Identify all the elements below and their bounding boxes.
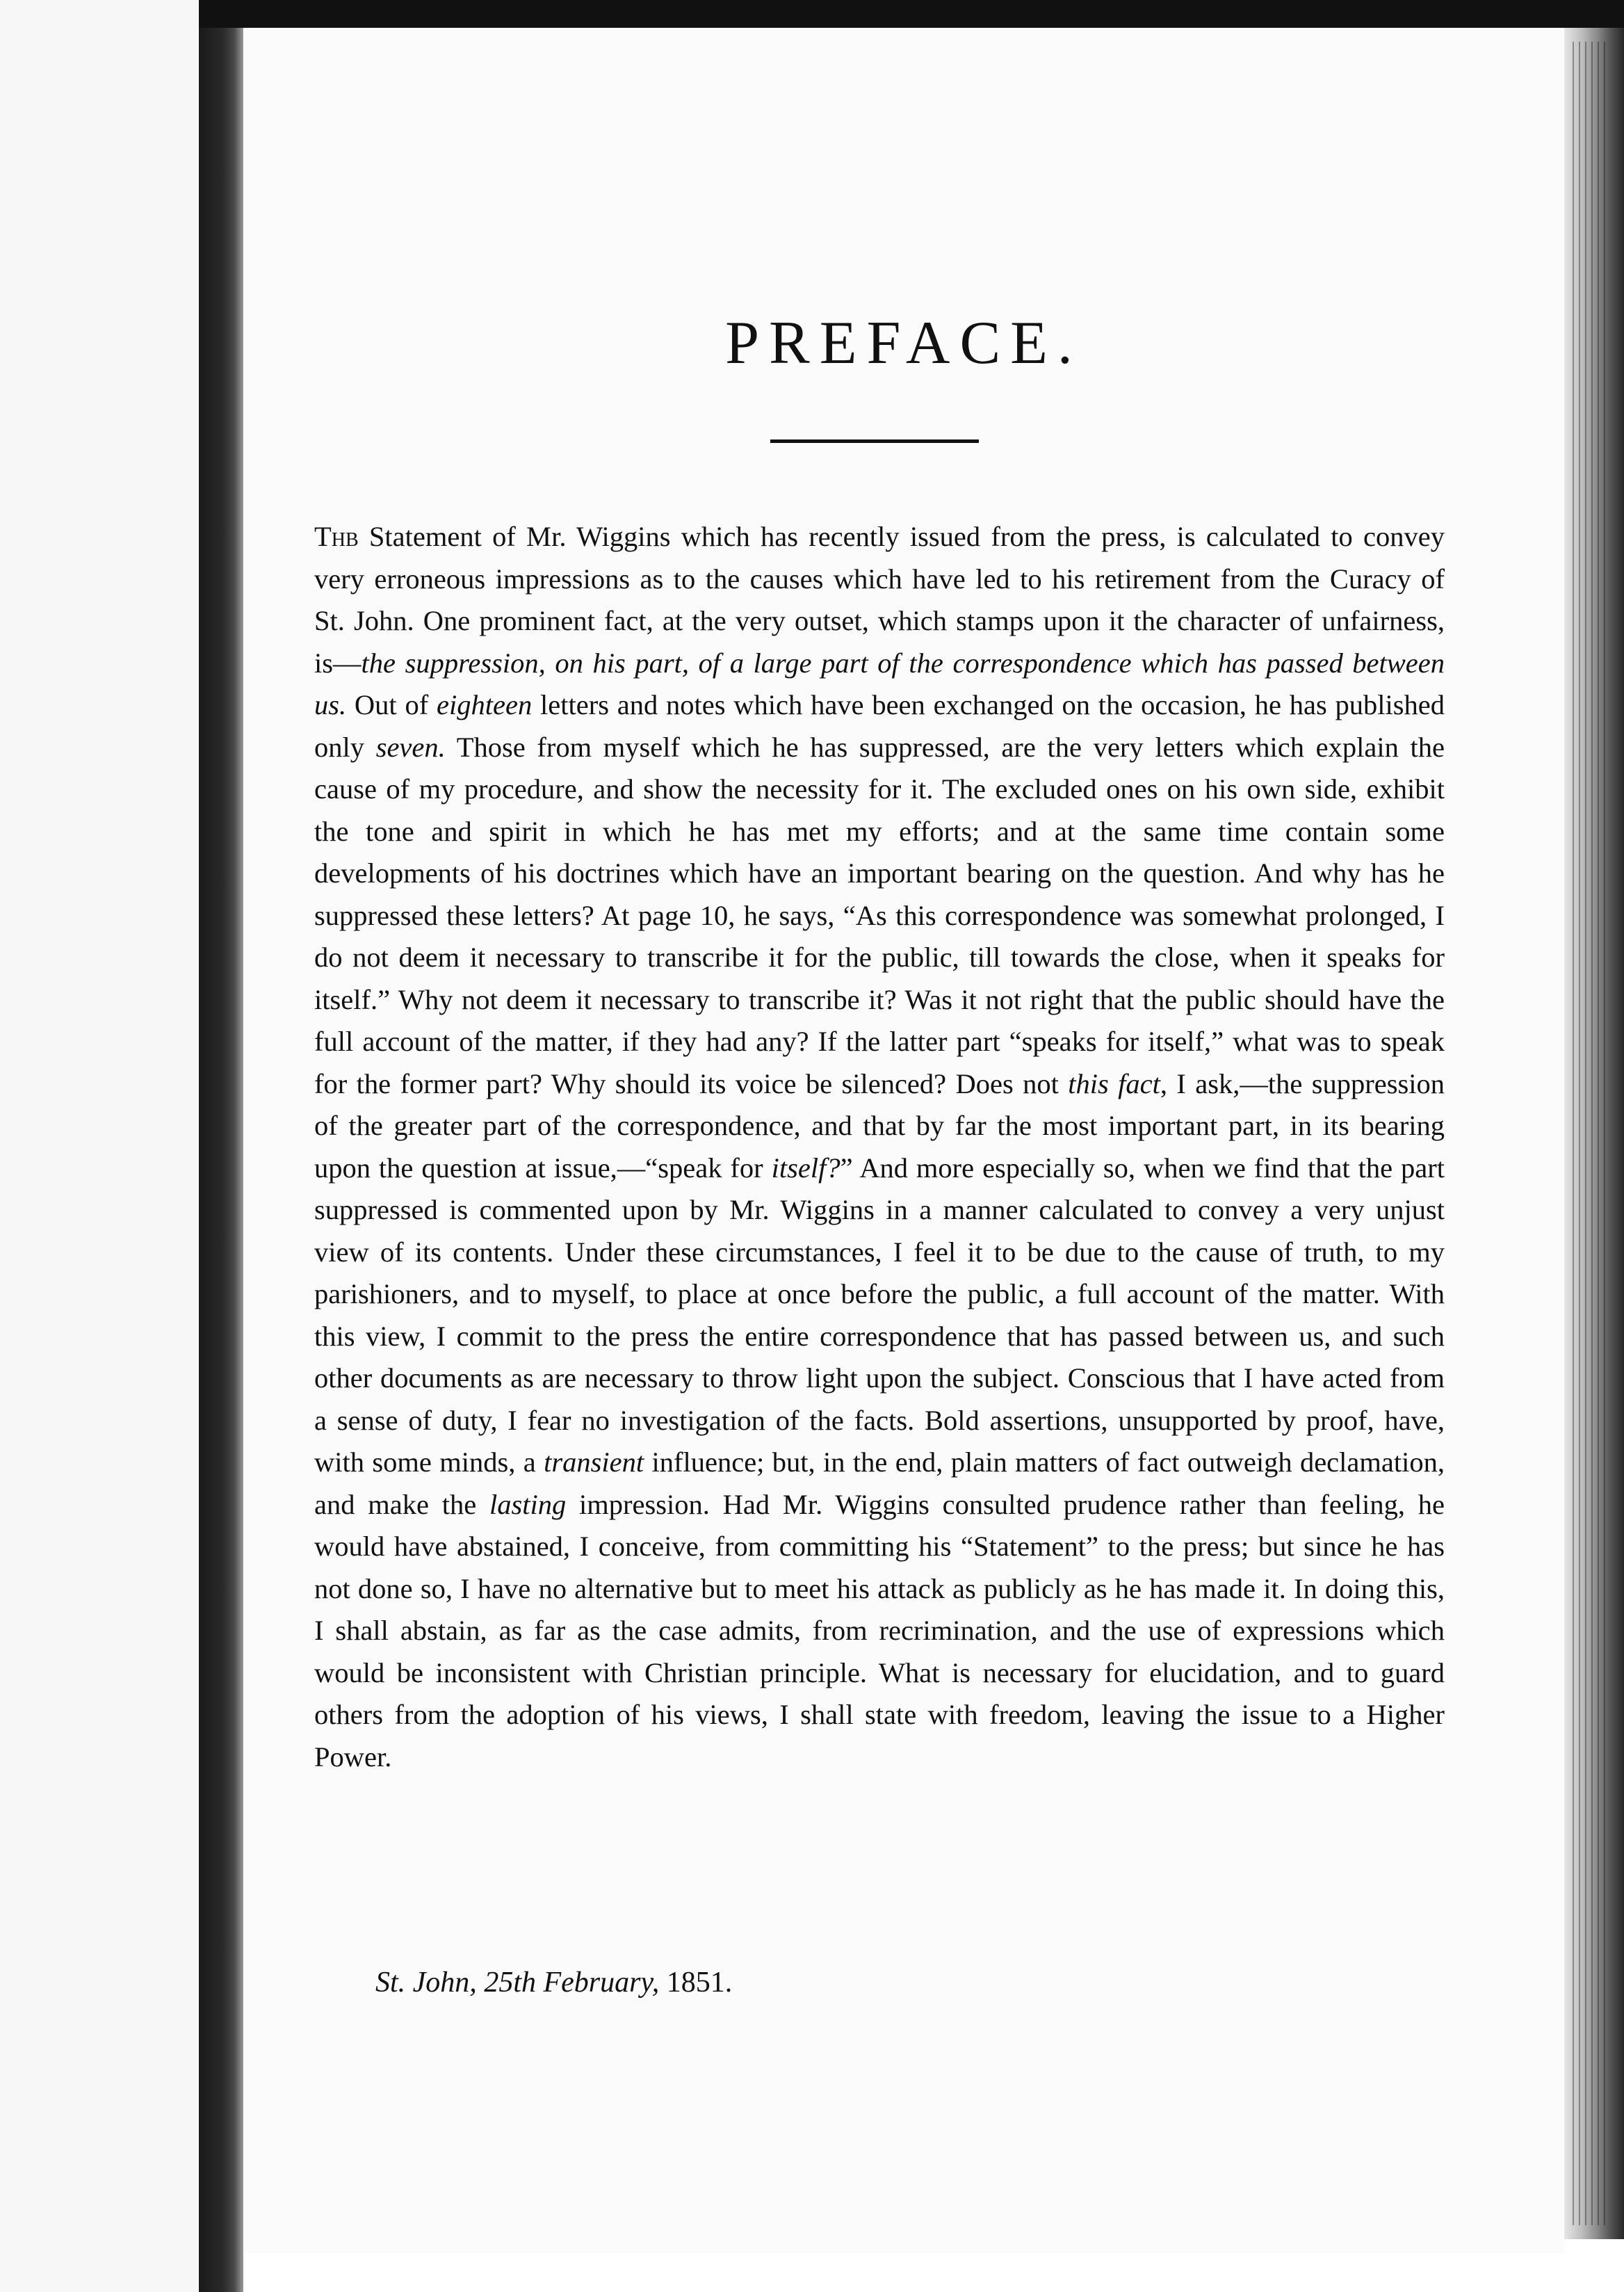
dateline-place: St. John, — [375, 1967, 477, 1999]
text-run: impression. Had Mr. Wiggins consulted prudence rather than feeling, he would have abstained, I conceive, from committing his “Statement” to the press; but since he has not done so, I have no alternative but to meet his attack as publicly as he has made it. In doing this, I shall abstain, as far as the case admits, from recrimination, and the use of expressions which would be inconsistent with Christian principle. What is necessary for elucidation, and to guard others from the adoption of his views, I shall state with freedom, leaving the issue to a Higher Power. — [314, 1488, 1445, 1773]
scan-top-border — [199, 0, 1624, 28]
text-run: Statement of Mr. Wiggins which has recently issued from the press, is calculated to convey very erroneous impressions as to the causes which have led to his retirement from the Curacy of St. John. One prominent fact, at the very outset, which stamps upon it the character of unfairness, is— — [314, 521, 1445, 679]
dateline-date: 25th February, — [484, 1967, 660, 1999]
italic-run: itself? — [771, 1152, 841, 1184]
page-title: PREFACE. — [725, 309, 1082, 377]
italic-run: seven. — [375, 731, 446, 763]
text-run: Those from myself which he has suppressed, are the very letters which explain the cause of my procedure, and show the necessity for it. The excluded ones on his own side, exhibit the tone and spirit in which he has met my efforts; and at the same time contain some developments of his doctrines which have an important bearing on the question. And why has he suppressed these letters? At page 10, he says, “As this correspondence was somewhat prolonged, I do not deem it necessary to transcribe it for the public, till towards the close, when it speaks for itself.” Why not deem it necessary to transcribe it? Was it not right that the public should have the full account of the matter, if they had any? If the latter part “speaks for itself,” what was to speak for the former part? Why should its voice be silenced? Does not — [314, 731, 1445, 1099]
text-run: Out of — [346, 689, 437, 720]
page-stack-lines — [1573, 42, 1606, 2225]
dateline — [375, 1965, 732, 2000]
italic-run: transient — [544, 1446, 644, 1478]
text-run: influence; but, in the end, plain matters of fact outweigh declamation, and make the — [314, 1446, 1445, 1520]
dateline-year: 1851. — [659, 1967, 733, 1999]
text-run: , I ask,—the suppression of the greater part of the correspondence, and that by far the most important part, in its bearing upon the question at issue,—“speak for — [314, 1067, 1445, 1184]
italic-run: eighteen — [437, 689, 533, 720]
italic-run: this fact — [1068, 1067, 1160, 1099]
italic-run: the suppression, on his part, of a large part of the correspondence which has passed between us. — [314, 647, 1445, 720]
facing-page-margin — [0, 0, 202, 2292]
text-run: letters and notes which have been exchanged on the occasion, he has published only — [314, 689, 1445, 763]
italic-run: lasting — [489, 1488, 567, 1520]
preface-paragraph — [314, 516, 1445, 1778]
binding-gutter — [199, 0, 243, 2292]
title-divider — [770, 439, 979, 443]
text-run: ” And more especially so, when we find that the part suppressed is commented upon by Mr. Wiggins in a manner calculated to convey a very unjust view of its contents. Under these circumstances, I feel it to be due to the cause of truth, to my parishioners, and to myself, to place at once before the public, a full account of the matter. With this view, I commit to the press the entire correspondence that has passed between us, and such other documents as are necessary to throw light upon the subject. Conscious that I have acted from a sense of duty, I fear no investigation of the facts. Bold assertions, unsupported by proof, have, with some minds, a — [314, 1152, 1445, 1478]
small-caps-run: Thb — [314, 521, 359, 552]
